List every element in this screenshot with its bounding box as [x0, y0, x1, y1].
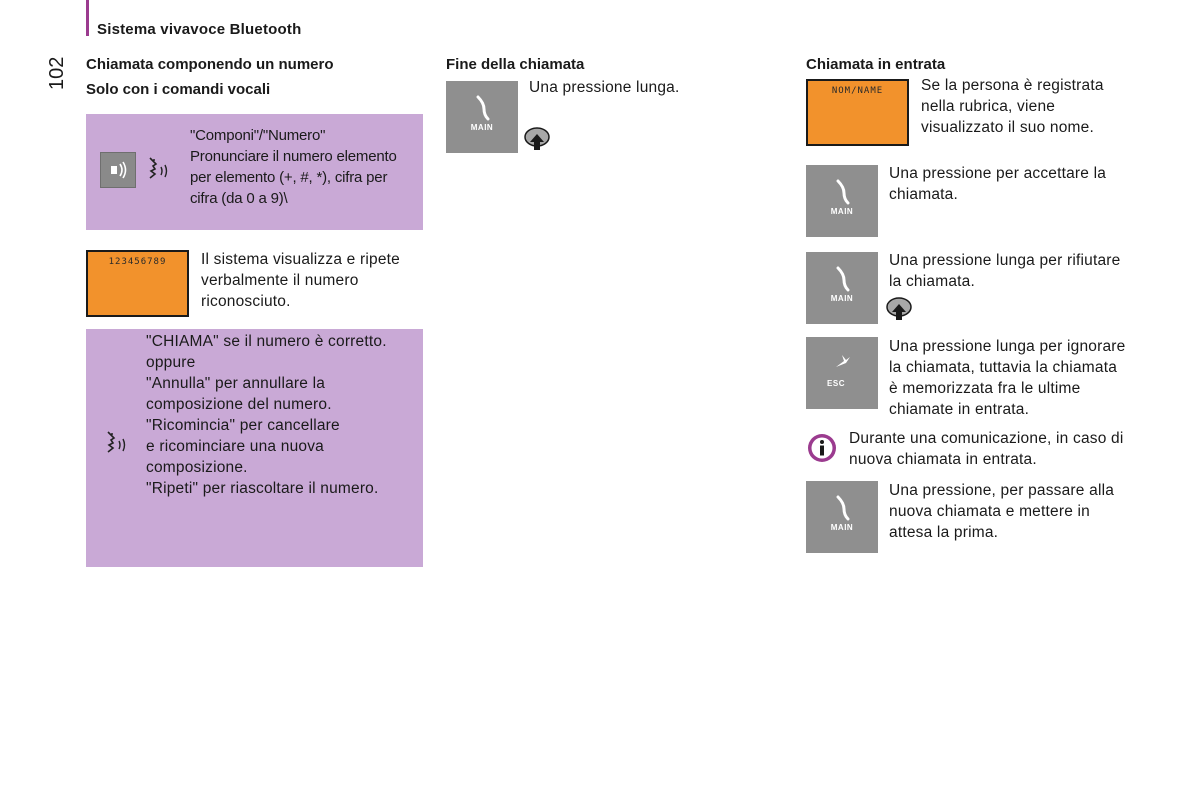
phone-handset-icon	[830, 495, 854, 521]
voice-command-box-confirm	[86, 329, 423, 567]
main-button-reject	[806, 252, 878, 324]
voice-instructions-dial: "Componi"/"Numero" Pronunciare il numero elemento per elemento (+, #, *), cifra per cifra (da 0 a 9)\	[190, 127, 397, 207]
main-button-accept	[806, 165, 878, 237]
reject-description: Una pressione lunga per rifiutare la chiamata.	[889, 252, 1121, 290]
phone-handset-icon	[830, 266, 854, 292]
phone-handset-icon	[830, 179, 854, 205]
main-button-label: MAIN	[830, 523, 854, 532]
section-heading-end-call: Fine della chiamata	[446, 56, 585, 73]
lcd-text: 123456789	[108, 257, 167, 267]
lcd-text: NOM/NAME	[831, 86, 884, 96]
info-icon	[806, 432, 838, 464]
long-press-icon	[523, 126, 551, 154]
esc-button-ignore	[806, 337, 878, 409]
ignore-description: Una pressione lunga per ignorare la chiamata, tuttavia la chiamata è memorizzata fra le ultime chiamate in entrata.	[889, 338, 1126, 418]
main-button-label: MAIN	[830, 294, 854, 303]
page-number: 102	[46, 56, 68, 90]
section-heading-dial: Chiamata componendo un numero	[86, 56, 334, 73]
page-title: Sistema vivavoce Bluetooth	[97, 21, 302, 38]
speaking-head-icon	[102, 428, 134, 460]
main-button-label: MAIN	[830, 207, 854, 216]
voice-instructions-confirm: "CHIAMA" se il numero è corretto. oppure "Annulla" per annullare la composizione del numero. "Ricomincia" per cancellare e ricominciare una nuova composizione. "Ripeti" per riascoltare il numero.	[146, 333, 387, 497]
main-button-label: MAIN	[470, 123, 494, 132]
long-press-icon	[885, 296, 913, 324]
main-button-end-call	[446, 81, 518, 153]
end-call-description: Una pressione lunga.	[529, 79, 680, 96]
esc-button-label: ESC	[827, 379, 845, 388]
speaking-head-icon	[144, 154, 176, 186]
voice-command-icon	[101, 153, 135, 187]
lcd-display-name	[806, 79, 909, 146]
voice-button	[100, 152, 136, 188]
lcd-display-number	[86, 250, 189, 317]
accept-description: Una pressione per accettare la chiamata.	[889, 165, 1107, 203]
main-button-switch	[806, 481, 878, 553]
section-heading-incoming-call: Chiamata in entrata	[806, 56, 946, 73]
voice-command-box-dial	[86, 114, 423, 230]
switch-description: Una pressione, per passare alla nuova chiamata e mettere in attesa la prima.	[889, 482, 1115, 541]
hang-up-icon	[830, 351, 854, 377]
info-description: Durante una comunicazione, in caso di nuova chiamata in entrata.	[849, 430, 1124, 468]
phone-handset-icon	[470, 95, 494, 121]
display-description: Il sistema visualizza e ripete verbalmente il numero riconosciuto.	[201, 251, 400, 310]
section-subheading-voice: Solo con i comandi vocali	[86, 81, 271, 98]
header-accent-bar	[86, 0, 89, 36]
name-display-description: Se la persona è registrata nella rubrica, viene visualizzato il suo nome.	[921, 77, 1104, 136]
